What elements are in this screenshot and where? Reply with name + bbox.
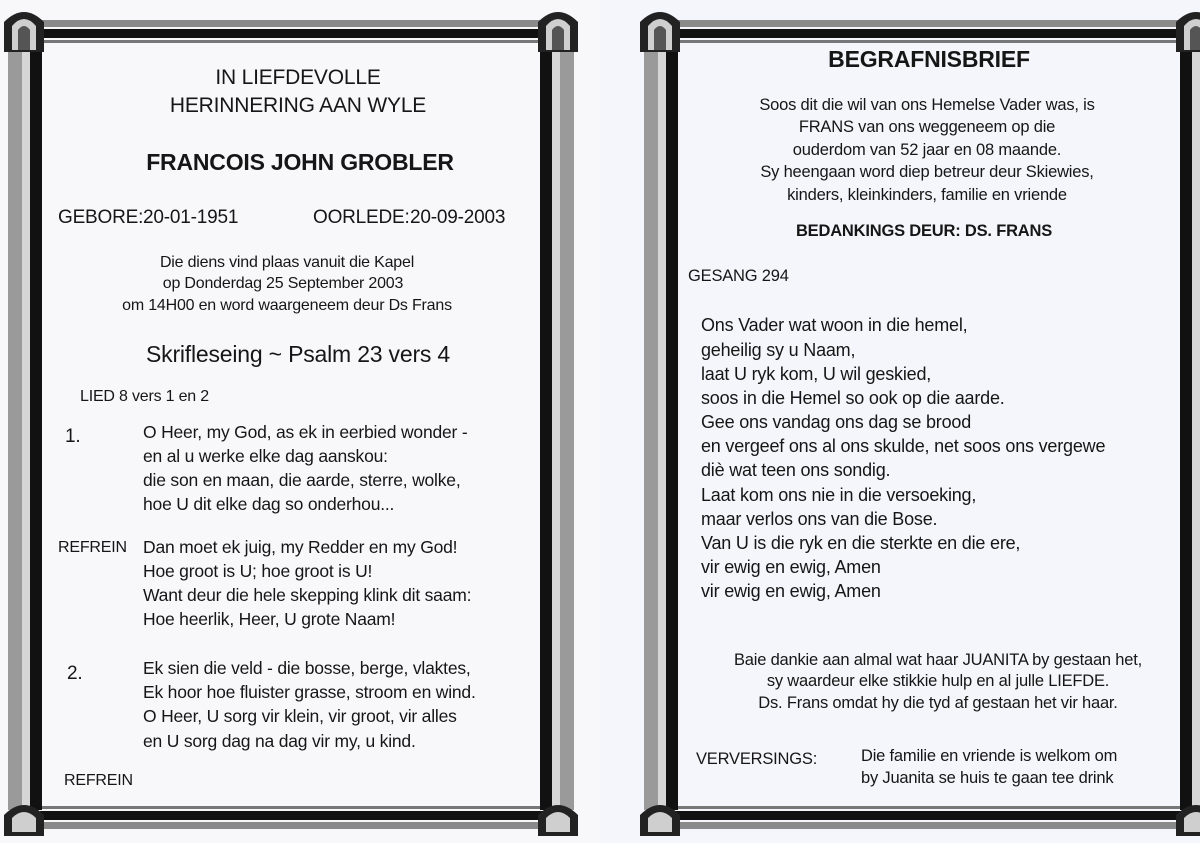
closing-line-1: Baie dankie aan almal wat haar JUANITA by gestaan het,	[733, 651, 1143, 669]
verse-2-line-4: en U sorg dag na dag vir my, u kind.	[143, 731, 416, 751]
died-date: 20-09-2003	[410, 207, 506, 228]
hymn-label: GESANG 294	[688, 267, 789, 285]
refrain-line-3: Want deur die hele skepping klink dit saam:	[143, 585, 472, 605]
prayer-line-11: vir ewig en ewig, Amen	[701, 557, 881, 577]
prayer-line-4: soos in die Hemel so ook op die aarde.	[701, 388, 1005, 408]
prayer-line-9: maar verlos ons van die Bose.	[701, 509, 938, 529]
thanks-by: BEDANKINGS DEUR: DS. FRANS	[795, 222, 1053, 240]
service-line-3: om 14H00 en word waargeneem deur Ds Frans	[122, 297, 452, 314]
prayer-line-6: en vergeef ons al ons skulde, net soos ons vergewe	[701, 436, 1106, 456]
scripture-reading: Skrifleseing ~ Psalm 23 vers 4	[146, 341, 450, 367]
heading-line-2: HERINNERING AAN WYLE	[169, 94, 427, 117]
verse-2-line-3: O Heer, U sorg vir klein, vir groot, vir alles	[143, 706, 457, 726]
intro-line-3: ouderdom van 52 jaar en 08 maande.	[792, 141, 1062, 159]
prayer-line-8: Laat kom ons nie in die versoeking,	[701, 485, 977, 505]
closing-line-3: Ds. Frans omdat hy die tyd af gestaan het vir haar.	[758, 694, 1118, 712]
verse-1-number: 1.	[65, 426, 81, 447]
intro-line-4: Sy heengaan word diep betreur deur Skiewies,	[760, 163, 1094, 181]
refreshments-line-1: Die familie en vriende is welkom om	[861, 747, 1118, 765]
prayer-line-5: Gee ons vandag ons dag se brood	[701, 412, 972, 432]
intro-line-2: FRANS van ons weggeneem op die	[798, 118, 1056, 136]
refrain-line-1: Dan moet ek juig, my Redder en my God!	[143, 537, 458, 557]
right-page	[600, 0, 1200, 843]
refreshments-line-2: by Juanita se huis te gaan tee drink	[861, 769, 1114, 787]
refrain-line-4: Hoe heerlik, Heer, U grote Naam!	[143, 609, 396, 629]
refreshments-label: VERVERSINGS:	[696, 750, 818, 768]
prayer-line-12: vir ewig en ewig, Amen	[701, 581, 881, 601]
verse-1-line-4: hoe U dit elke dag so onderhou...	[143, 494, 395, 514]
deceased-name: FRANCOIS JOHN GROBLER	[146, 149, 454, 175]
verse-1-line-2: en al u werke elke dag aanskou:	[143, 446, 388, 466]
closing-line-2: sy waardeur elke stikkie hulp en al julle LIEFDE.	[766, 672, 1110, 690]
intro-line-1: Soos dit die wil van ons Hemelse Vader was, is	[759, 96, 1095, 114]
born-date: 20-01-1951	[143, 207, 239, 228]
prayer-line-3: laat U ryk kom, U wil geskied,	[701, 364, 932, 384]
prayer-line-10: Van U is die ryk en die sterkte en die ere,	[701, 533, 1021, 553]
service-line-1: Die diens vind plaas vanuit die Kapel	[159, 254, 415, 271]
refrain-label: REFREIN	[58, 539, 127, 556]
service-line-2: op Donderdag 25 September 2003	[162, 275, 404, 292]
refrain-line-2: Hoe groot is U; hoe groot is U!	[143, 561, 373, 581]
heading-line-1: IN LIEFDEVOLLE	[215, 66, 381, 89]
born-label: GEBORE:	[58, 207, 144, 228]
prayer-line-1: Ons Vader wat woon in die hemel,	[701, 315, 968, 335]
verse-1-line-1: O Heer, my God, as ek in eerbied wonder -	[143, 422, 468, 442]
prayer-line-7: diè wat teen ons sondig.	[701, 460, 891, 480]
verse-2-number: 2.	[67, 663, 83, 684]
page-title: BEGRAFNISBRIEF	[828, 46, 1030, 72]
died-label: OORLEDE:	[313, 207, 410, 228]
verse-1-line-3: die son en maan, die aarde, sterre, wolke,	[143, 470, 461, 490]
verse-2-line-2: Ek hoor hoe fluister grasse, stroom en wind.	[143, 682, 476, 702]
verse-2-line-1: Ek sien die veld - die bosse, berge, vlaktes,	[143, 658, 471, 678]
song-label: LIED 8 vers 1 en 2	[80, 388, 209, 405]
intro-line-5: kinders, kleinkinders, familie en vriende	[787, 186, 1067, 204]
refrain-end-label: REFREIN	[64, 772, 133, 789]
prayer-line-2: geheilig sy u Naam,	[701, 340, 856, 360]
